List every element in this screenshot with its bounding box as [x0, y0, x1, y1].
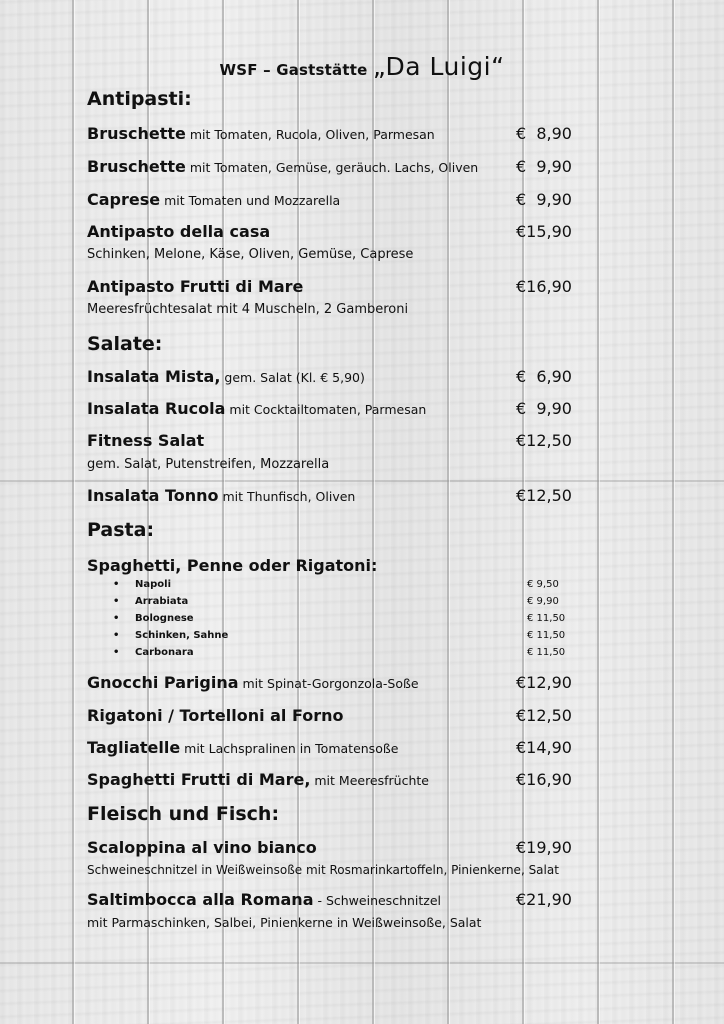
item-desc: mit Lachspralinen in Tomatensoße	[180, 741, 399, 756]
item-name: Spaghetti Frutti di Mare,	[87, 770, 311, 789]
pasta-option-price: € 11,50	[527, 630, 566, 641]
item-price: € 6,90	[516, 367, 572, 386]
pasta-option: • Carbonara	[113, 647, 194, 658]
item-price: € 9,90	[516, 190, 572, 209]
item-name: Bruschette	[87, 157, 186, 176]
pasta-option-price: € 11,50	[527, 647, 566, 658]
item-name: Rigatoni / Tortelloni al Forno	[87, 706, 344, 725]
item-desc: - Schweineschnitzel	[313, 893, 442, 908]
item-desc: mit Tomaten, Rucola, Oliven, Parmesan	[185, 127, 435, 142]
pasta-option: • Bolognese	[113, 613, 194, 624]
title-prefix: WSF – Gaststätte	[219, 61, 373, 79]
menu-title	[0, 52, 724, 81]
item-price: €12,90	[516, 673, 572, 692]
item-name: Insalata Tonno	[87, 486, 219, 505]
item-price: €21,90	[516, 890, 572, 909]
item-name: Antipasto Frutti di Mare	[87, 277, 304, 296]
pasta-option: • Napoli	[113, 579, 171, 590]
item-desc: gem. Salat, Putenstreifen, Mozzarella	[87, 457, 330, 472]
pasta-option: • Arrabiata	[113, 596, 188, 607]
item-price: €12,50	[516, 706, 572, 725]
item-desc: mit Meeresfrüchte	[310, 773, 429, 788]
section-fleisch-fisch: Fleisch und Fisch:	[87, 803, 280, 825]
item-name: Tagliatelle	[87, 738, 181, 757]
item-price: € 9,90	[516, 157, 572, 176]
item-name: Scaloppina al vino bianco	[87, 838, 317, 857]
item-name: Gnocchi Parigina	[87, 673, 239, 692]
item-name: Bruschette	[87, 124, 186, 143]
item-desc: Schinken, Melone, Käse, Oliven, Gemüse, Caprese	[87, 247, 414, 262]
item-price: €15,90	[516, 222, 572, 241]
item-desc: mit Spinat-Gorgonzola-Soße	[238, 676, 419, 691]
item-price: € 8,90	[516, 124, 572, 143]
restaurant-name: „Da Luigi“	[372, 52, 505, 81]
item-name: Insalata Mista,	[87, 367, 221, 386]
item-desc: mit Tomaten und Mozzarella	[160, 193, 341, 208]
pasta-option: • Schinken, Sahne	[113, 630, 228, 641]
item-name: Saltimbocca alla Romana	[87, 890, 314, 909]
section-salate: Salate:	[87, 333, 163, 355]
item-price: €14,90	[516, 738, 572, 757]
item-desc: gem. Salat (Kl. € 5,90)	[220, 370, 365, 385]
item-name: Insalata Rucola	[87, 399, 226, 418]
item-name: Fitness Salat	[87, 431, 205, 450]
item-desc: Schweineschnitzel in Weißweinsoße mit Rosmarinkartoffeln, Pinienkerne, Salat	[87, 863, 559, 877]
item-desc: mit Thunfisch, Oliven	[218, 489, 356, 504]
item-price: € 9,90	[516, 399, 572, 418]
section-pasta: Pasta:	[87, 519, 155, 541]
pasta-base-title: Spaghetti, Penne oder Rigatoni:	[87, 556, 378, 575]
section-antipasti: Antipasti:	[87, 88, 192, 110]
item-price: €16,90	[516, 277, 572, 296]
pasta-option-price: € 9,50	[527, 579, 559, 590]
item-desc: Meeresfrüchtesalat mit 4 Muscheln, 2 Gamberoni	[87, 302, 409, 317]
pasta-option-price: € 9,90	[527, 596, 559, 607]
item-price: €12,50	[516, 486, 572, 505]
item-desc: mit Tomaten, Gemüse, geräuch. Lachs, Oliven	[185, 160, 479, 175]
item-desc: mit Cocktailtomaten, Parmesan	[225, 402, 427, 417]
item-desc-continued: mit Parmaschinken, Salbei, Pinienkerne in Weißweinsoße, Salat	[87, 915, 482, 930]
item-name: Caprese	[87, 190, 161, 209]
item-name: Antipasto della casa	[87, 222, 271, 241]
item-price: €19,90	[516, 838, 572, 857]
item-price: €12,50	[516, 431, 572, 450]
pasta-option-price: € 11,50	[527, 613, 566, 624]
item-price: €16,90	[516, 770, 572, 789]
